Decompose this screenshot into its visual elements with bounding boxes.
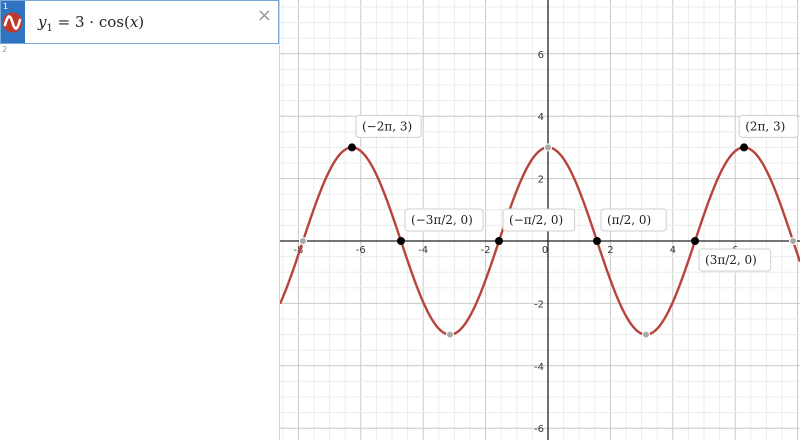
- x-tick-label: -8: [293, 245, 304, 256]
- expression-row-1[interactable]: [0, 0, 279, 44]
- sine-wave-icon[interactable]: [2, 12, 23, 33]
- close-icon[interactable]: ×: [256, 5, 272, 26]
- y-tick-label: 2: [537, 174, 544, 186]
- hollow-point: [643, 331, 650, 338]
- expression-arg: x: [129, 13, 139, 31]
- point-label: [739, 115, 798, 137]
- expression-rhs: = 3 · cos(: [57, 13, 130, 31]
- labeled-point: [495, 237, 503, 245]
- point-label-text: (−2π, 3): [361, 119, 413, 134]
- y-tick-label: -2: [534, 299, 544, 311]
- hollow-point: [790, 238, 797, 245]
- labeled-point: [593, 237, 601, 245]
- empty-expression-index: 2: [2, 45, 8, 54]
- point-label-text: (π/2, 0): [607, 213, 652, 227]
- x-tick-label: -2: [480, 245, 491, 256]
- x-tick-label: -4: [418, 245, 429, 256]
- expression-index: 1: [3, 2, 9, 11]
- graph-canvas[interactable]: [280, 0, 800, 440]
- labeled-point: [397, 237, 405, 245]
- point-label: [503, 209, 575, 231]
- point-label-text: (−3π/2, 0): [410, 213, 473, 227]
- hollow-point: [299, 238, 306, 245]
- expression-list-panel: [0, 0, 280, 440]
- y-tick-label: 4: [537, 112, 544, 124]
- tick-labels: [293, 50, 738, 435]
- point-label-text: (−π/2, 0): [508, 213, 564, 227]
- hollow-point: [545, 144, 552, 151]
- expression-close-paren: ): [138, 13, 145, 31]
- expression-input[interactable]: [38, 13, 144, 34]
- y-tick-label: -4: [534, 361, 544, 373]
- expression-lhs-sub: 1: [46, 23, 53, 34]
- point-label: [405, 209, 483, 231]
- x-tick-label: -6: [355, 245, 366, 256]
- x-tick-label: 0: [541, 245, 549, 256]
- expression-lhs-var: y: [38, 13, 47, 31]
- hollow-point: [446, 331, 453, 338]
- labeled-point: [740, 143, 748, 151]
- labeled-point: [348, 143, 356, 151]
- y-tick-label: 6: [537, 49, 544, 61]
- x-tick-label: 2: [607, 245, 614, 256]
- point-label-text: (3π/2, 0): [705, 253, 757, 267]
- point-label: [699, 249, 771, 271]
- expression-gutter[interactable]: [1, 1, 25, 43]
- labeled-point: [691, 237, 699, 245]
- point-label: [356, 115, 421, 137]
- point-label: [601, 209, 666, 231]
- y-tick-label: -6: [534, 424, 544, 436]
- point-label-text: (2π, 3): [745, 119, 786, 134]
- x-tick-label: 4: [669, 245, 676, 256]
